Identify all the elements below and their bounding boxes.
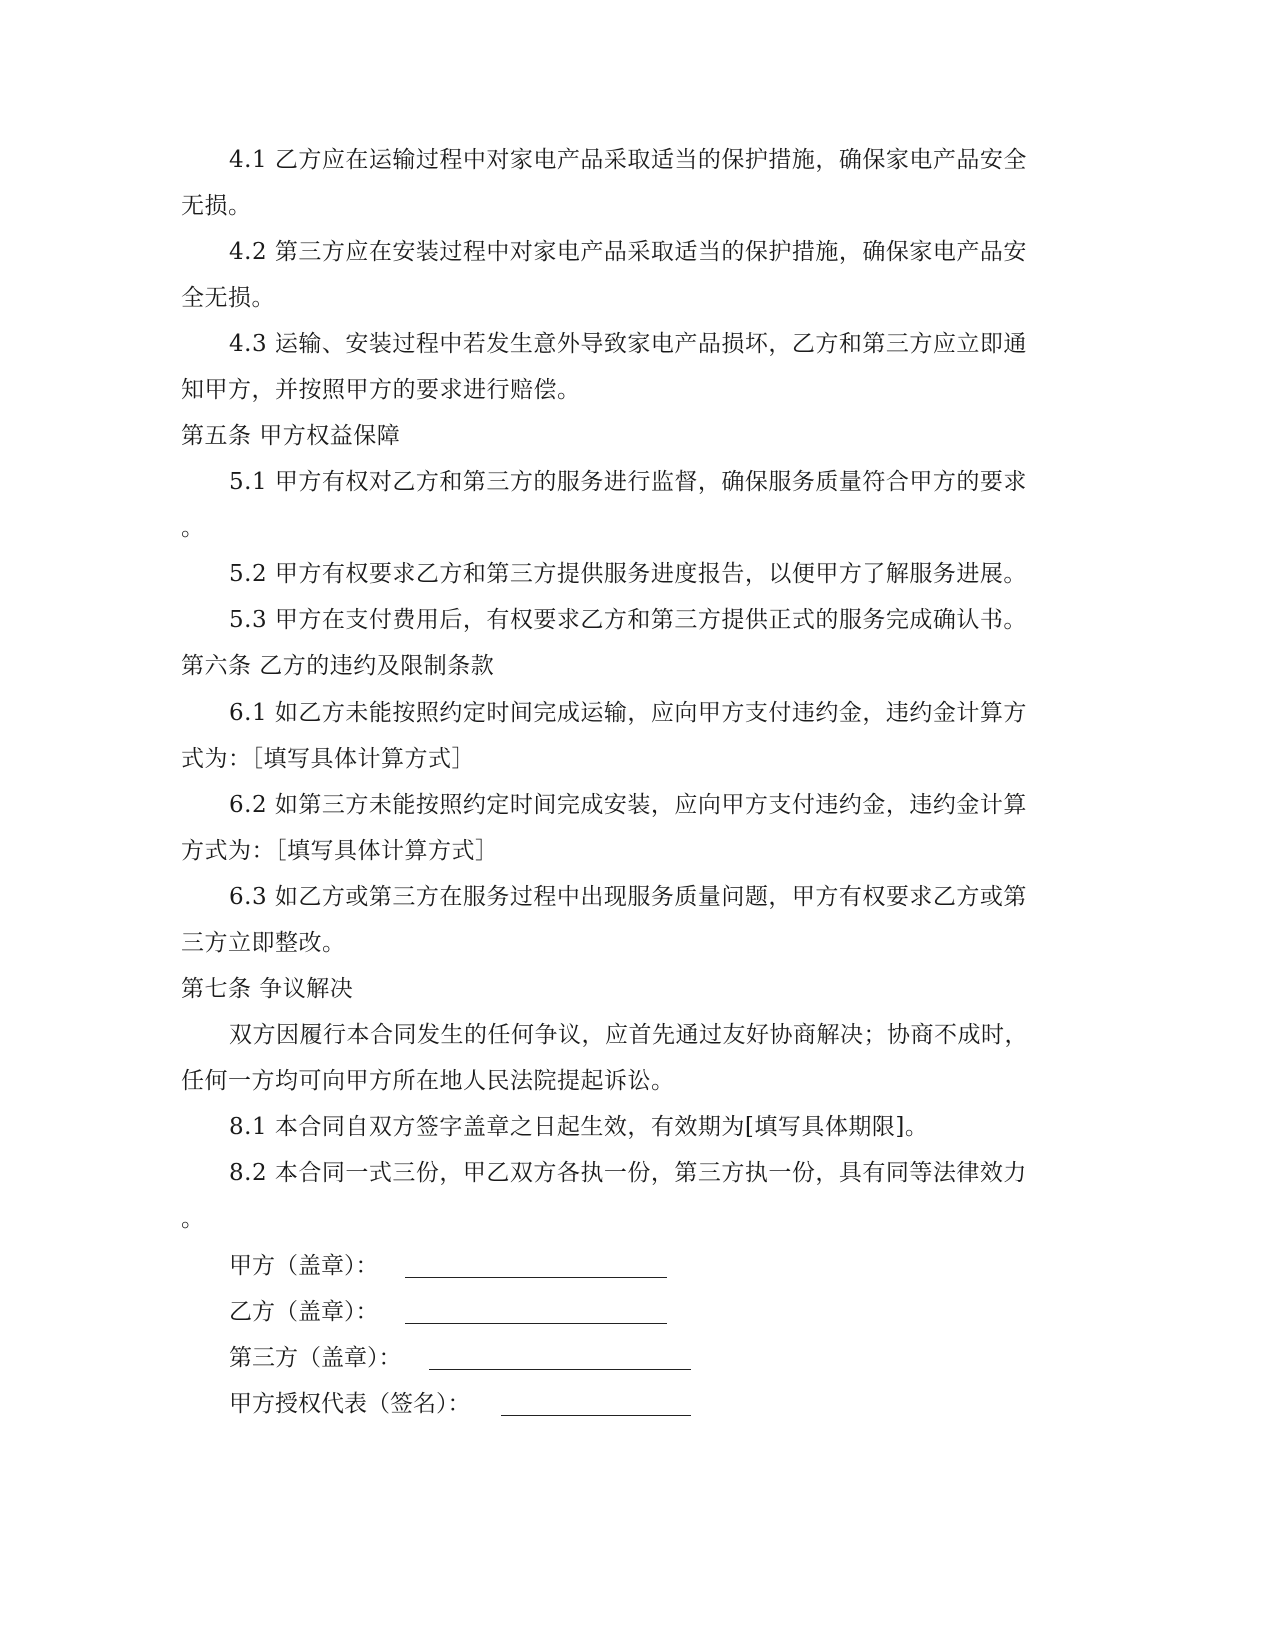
clause-4-3-line-2: 知甲方，并按照甲方的要求进行赔偿。 (181, 377, 581, 403)
clause-5-1-line-1: 5.1 甲方有权对乙方和第三方的服务进行监督，确保服务质量符合甲方的要求 (229, 469, 1027, 495)
clause-6-2-line-2: 方式为：［填写具体计算方式］ (181, 838, 499, 864)
signature-party-b (229, 1292, 379, 1332)
signature-party-a (229, 1246, 379, 1286)
clause-5-2: 5.2 甲方有权要求乙方和第三方提供服务进度报告，以便甲方了解服务进展。 (229, 561, 1027, 587)
article-7-heading: 第七条 争议解决 (181, 976, 354, 1002)
clause-6-1-line-1: 6.1 如乙方未能按照约定时间完成运输，应向甲方支付违约金，违约金计算方 (229, 700, 1027, 726)
clause-4-2-line-2: 全无损。 (181, 285, 275, 311)
article-6-heading: 第六条 乙方的违约及限制条款 (181, 653, 495, 679)
clause-6-2-line-1: 6.2 如第三方未能按照约定时间完成安装，应向甲方支付违约金，违约金计算 (229, 792, 1027, 818)
article-7-text-line-2: 任何一方均可向甲方所在地人民法院提起诉讼。 (181, 1068, 675, 1094)
signature-third-party (229, 1338, 402, 1378)
clause-6-1-line-2: 式为：［填写具体计算方式］ (181, 746, 475, 772)
signature-label: 甲方授权代表（签名）： (229, 1391, 471, 1417)
article-7-text-line-1: 双方因履行本合同发生的任何争议，应首先通过友好协商解决；协商不成时， (229, 1022, 1028, 1048)
signature-blank-line[interactable] (405, 1277, 667, 1278)
clause-6-3-line-1: 6.3 如乙方或第三方在服务过程中出现服务质量问题，甲方有权要求乙方或第 (229, 884, 1027, 910)
signature-blank-line[interactable] (429, 1369, 691, 1370)
article-5-heading: 第五条 甲方权益保障 (181, 423, 401, 449)
signature-party-a-representative (229, 1384, 471, 1424)
signature-blank-line[interactable] (501, 1415, 691, 1416)
clause-8-1: 8.1 本合同自双方签字盖章之日起生效，有效期为[填写具体期限]。 (229, 1114, 929, 1140)
clause-4-2-line-1: 4.2 第三方应在安装过程中对家电产品采取适当的保护措施，确保家电产品安 (229, 239, 1027, 265)
signature-label: 第三方（盖章）： (229, 1345, 402, 1371)
signature-label: 甲方（盖章）： (229, 1253, 379, 1279)
clause-5-3: 5.3 甲方在支付费用后，有权要求乙方和第三方提供正式的服务完成确认书。 (229, 607, 1027, 633)
signature-label: 乙方（盖章）： (229, 1299, 379, 1325)
signature-blank-line[interactable] (405, 1323, 667, 1324)
clause-5-1-line-2: 。 (181, 515, 205, 541)
clause-8-2-line-1: 8.2 本合同一式三份，甲乙双方各执一份，第三方执一份，具有同等法律效力 (229, 1160, 1027, 1186)
clause-4-1-line-2: 无损。 (181, 193, 252, 219)
clause-4-1-line-1: 4.1 乙方应在运输过程中对家电产品采取适当的保护措施，确保家电产品安全 (229, 147, 1027, 173)
clause-4-3-line-1: 4.3 运输、安装过程中若发生意外导致家电产品损坏，乙方和第三方应立即通 (229, 331, 1027, 357)
clause-6-3-line-2: 三方立即整改。 (181, 930, 346, 956)
clause-8-2-line-2: 。 (181, 1206, 205, 1232)
